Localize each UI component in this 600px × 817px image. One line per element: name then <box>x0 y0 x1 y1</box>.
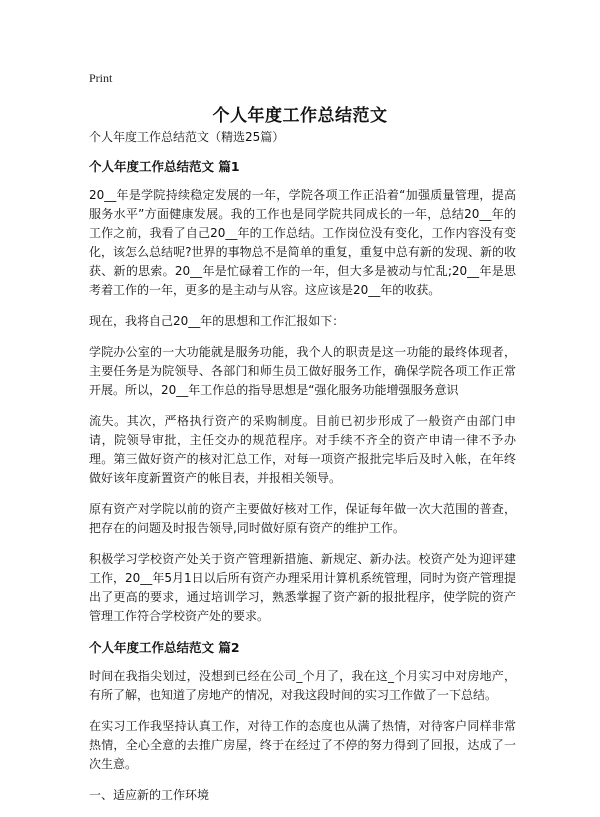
paragraph: 现在，我将自己20__年的思想和工作汇报如下： <box>89 314 345 328</box>
paragraph: 积极学习学校资产处关于资产管理新措施、新规定、新办法。校资产处为迎评建工作，20__年5月1日以后所有资产办理采用计算机系统管理，同时为资产管理提出了更高的要求，通过培训学习，熟悉掌握了资产新的报批程序，使学院的资产管理工作符合学校资产处的要求。 <box>89 552 516 623</box>
paragraph: 一、适应新的工作环境 <box>89 788 210 802</box>
paragraph: 原有资产对学院以前的资产主要做好核对工作，保证每年做一次大范围的普查，把存在的问题及时报告领导,同时做好原有资产的维护工作。 <box>89 502 516 535</box>
paragraph: 20__年是学院持续稳定发展的一年，学院各项工作正沿着“加强质量管理，提高服务水平”方面健康发展。我的工作也是同学院共同成长的一年，总结20__年的工作之前，我看了自己20__年的工作总结。工作岗位没有变化，工作内容没有变化，该怎么总结呢?世界的事物总不是简单的重复，重复中总有新的发现、新的收获、新的思索。20__年是忙碌着工作的一年，但大多是被动与忙乱;20__年是思考着工作的一年，更多的是主动与从容。这应该是20__年的收获。 <box>89 188 516 297</box>
document-body <box>89 128 516 817</box>
section-heading-1: 个人年度工作总结范文 篇1 <box>89 159 240 174</box>
print-label: Print <box>89 71 113 85</box>
paragraph: 学院办公室的一大功能就是服务功能，我个人的职责是这一功能的最终体现者，主要任务是为院领导、各部门和师生员工做好服务工作，确保学院各项工作正常开展。所以，20__年工作总的指导思想是“强化服务功能增强服务意识 <box>89 345 516 397</box>
paragraph: 在实习工作我坚持认真工作，对待工作的态度也从满了热情，对待客户同样非常热情，全心全意的去推广房屋，终于在经过了不停的努力得到了回报，达成了一次生意。 <box>89 719 516 771</box>
page-title: 个人年度工作总结范文 <box>212 106 388 126</box>
document-subtitle: 个人年度工作总结范文（精选25篇） <box>89 130 285 144</box>
section-heading-2: 个人年度工作总结范文 篇2 <box>89 640 240 655</box>
paragraph: 时间在我指尖划过，没想到已经在公司_个月了，我在这_个月实习中对房地产，有所了解，也知道了房地产的情况，对我这段时间的实习工作做了一下总结。 <box>89 669 516 702</box>
paragraph: 流失。其次，严格执行资产的采购制度。目前已初步形成了一般资产由部门申请，院领导审批，主任交办的规范程序。对手续不齐全的资产申请一律不予办理。第三做好资产的核对汇总工作，对每一项资产报批完毕后及时入帐，在年终做好该年度新置资产的帐目表，并报相关领导。 <box>89 414 516 485</box>
